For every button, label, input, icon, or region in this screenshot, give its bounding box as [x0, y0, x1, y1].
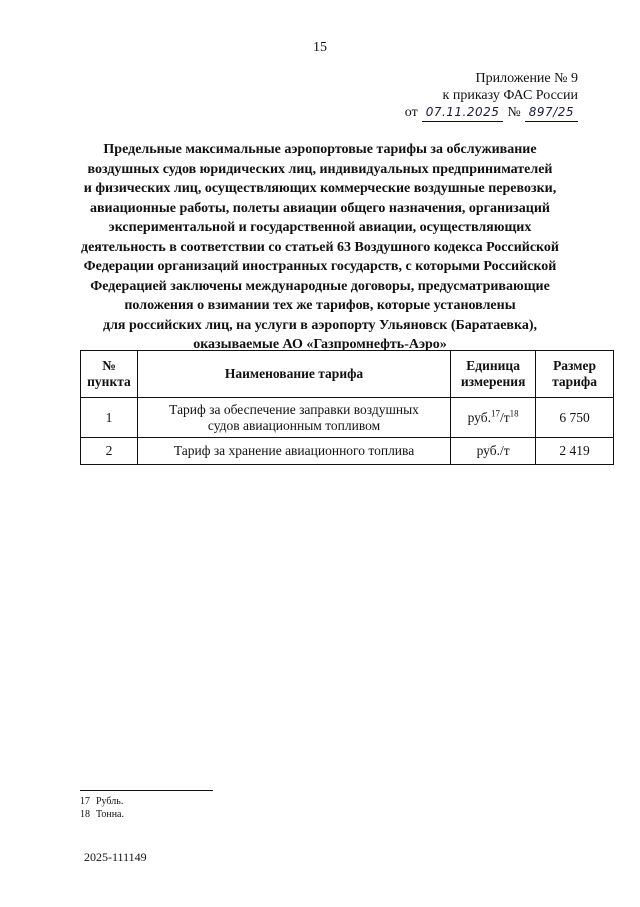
- page-number: 15: [313, 40, 327, 55]
- appendix-title: Приложение № 9: [475, 71, 578, 86]
- cell-tariff-name: Тариф за хранение авиационного топлива: [137, 438, 450, 465]
- order-number-handwritten: 897/25: [525, 104, 578, 122]
- appendix-date-number: [405, 104, 578, 122]
- title-line: Федерацией заключены международные договоры, предусматривающие: [90, 278, 550, 294]
- title-line: положения о взимании тех же тарифов, которые установлены: [124, 298, 516, 313]
- header-unit: Единица измерения: [451, 351, 536, 398]
- document-code: 2025-111149: [84, 850, 147, 864]
- cell-value: 2 419: [536, 438, 614, 465]
- title-line: авиационные работы, полеты авиации общего назначения, организаций: [89, 200, 550, 216]
- title-line: и физических лиц, осуществляющих коммерческие воздушные перевозки,: [83, 181, 557, 196]
- tariff-table: [80, 350, 614, 465]
- table-header-row: [81, 351, 614, 398]
- title-line: воздушных судов юридических лиц, индивидуальных предпринимателей: [87, 161, 553, 177]
- footnotes: [80, 795, 124, 821]
- title-line: оказываемые АО «Газпромнефть-Аэро»: [193, 337, 447, 352]
- cell-value: 6 750: [536, 398, 614, 438]
- number-prefix: №: [507, 105, 521, 120]
- footnote-item: 17 Рубль.: [80, 796, 124, 807]
- footnote-item: 18 Тонна.: [80, 809, 124, 820]
- header-tariff-name: Наименование тарифа: [137, 351, 450, 398]
- order-date-handwritten: 07.11.2025: [422, 104, 504, 122]
- appendix-order-ref: к приказу ФАС России: [442, 88, 578, 103]
- title-line: Федерации организаций иностранных государств, с которыми Российской: [83, 259, 557, 274]
- header-item-number: № пункта: [81, 351, 138, 398]
- table-row: [81, 398, 614, 438]
- title-line: экспериментальной и государственной авиации, осуществляющих: [108, 220, 532, 235]
- appendix-header: [405, 70, 578, 122]
- title-line: деятельность в соответствии со статьей 63 Воздушного кодекса Российской: [80, 239, 560, 255]
- date-prefix: от: [404, 105, 418, 120]
- title-line: для российских лиц, на услуги в аэропорту Ульяновск (Баратаевка),: [102, 317, 537, 333]
- footnote-ref: 17: [490, 408, 500, 418]
- cell-tariff-name: Тариф за обеспечение заправки воздушных судов авиационным топливом: [137, 398, 450, 438]
- footnote-ref: 18: [509, 408, 519, 418]
- cell-number: 2: [81, 438, 138, 465]
- document-title: [70, 140, 570, 355]
- footnote-divider: [80, 790, 213, 791]
- cell-unit: руб./т: [451, 438, 536, 465]
- title-line: Предельные максимальные аэропортовые тарифы за обслуживание: [103, 142, 537, 157]
- header-tariff-size: Размер тарифа: [536, 351, 614, 398]
- table-row: [81, 438, 614, 465]
- cell-unit: $руб.^{17}/т^{18}$: [451, 398, 536, 438]
- cell-number: 1: [81, 398, 138, 438]
